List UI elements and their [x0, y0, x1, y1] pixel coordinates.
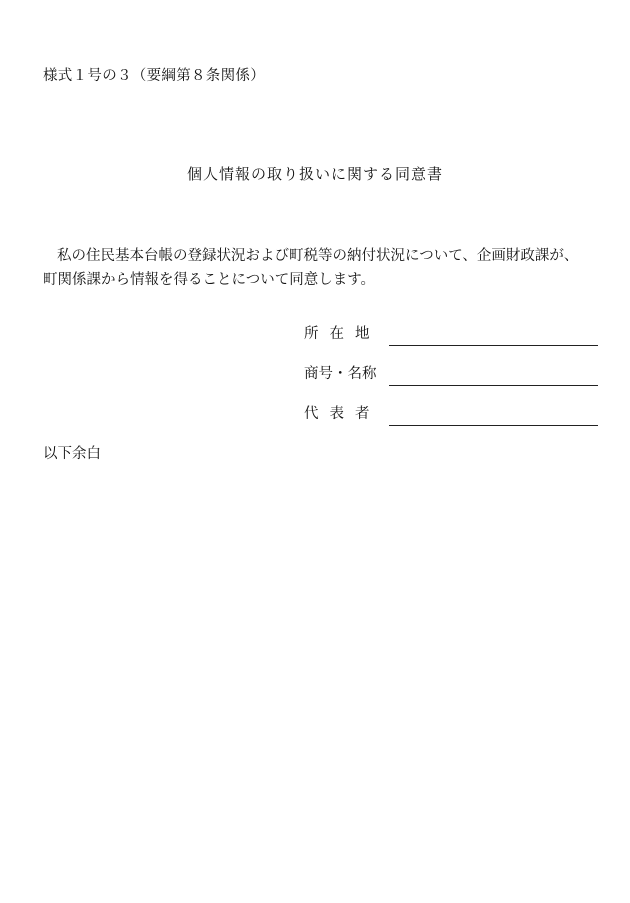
representative-label: 代表者 [304, 406, 381, 422]
address-field[interactable] [389, 345, 598, 346]
representative-field[interactable] [389, 425, 598, 426]
consent-body-line-2: 町関係課から情報を得ることについて同意します。 [43, 272, 376, 288]
company-name-label: 商号・名称 [304, 366, 377, 382]
company-name-field[interactable] [389, 385, 598, 386]
end-of-document-note: 以下余白 [43, 446, 101, 462]
form-number: 様式１号の３（要綱第８条関係） [43, 68, 265, 84]
document-title: 個人情報の取り扱いに関する同意書 [186, 165, 443, 183]
signature-row-representative [304, 402, 598, 426]
signature-row-address [304, 322, 598, 346]
address-label: 所在地 [304, 326, 381, 342]
consent-body-line-1: 私の住民基本台帳の登録状況および町税等の納付状況について、企画財政課が、 [57, 248, 579, 264]
consent-body [43, 244, 603, 292]
signature-row-company [304, 362, 598, 386]
